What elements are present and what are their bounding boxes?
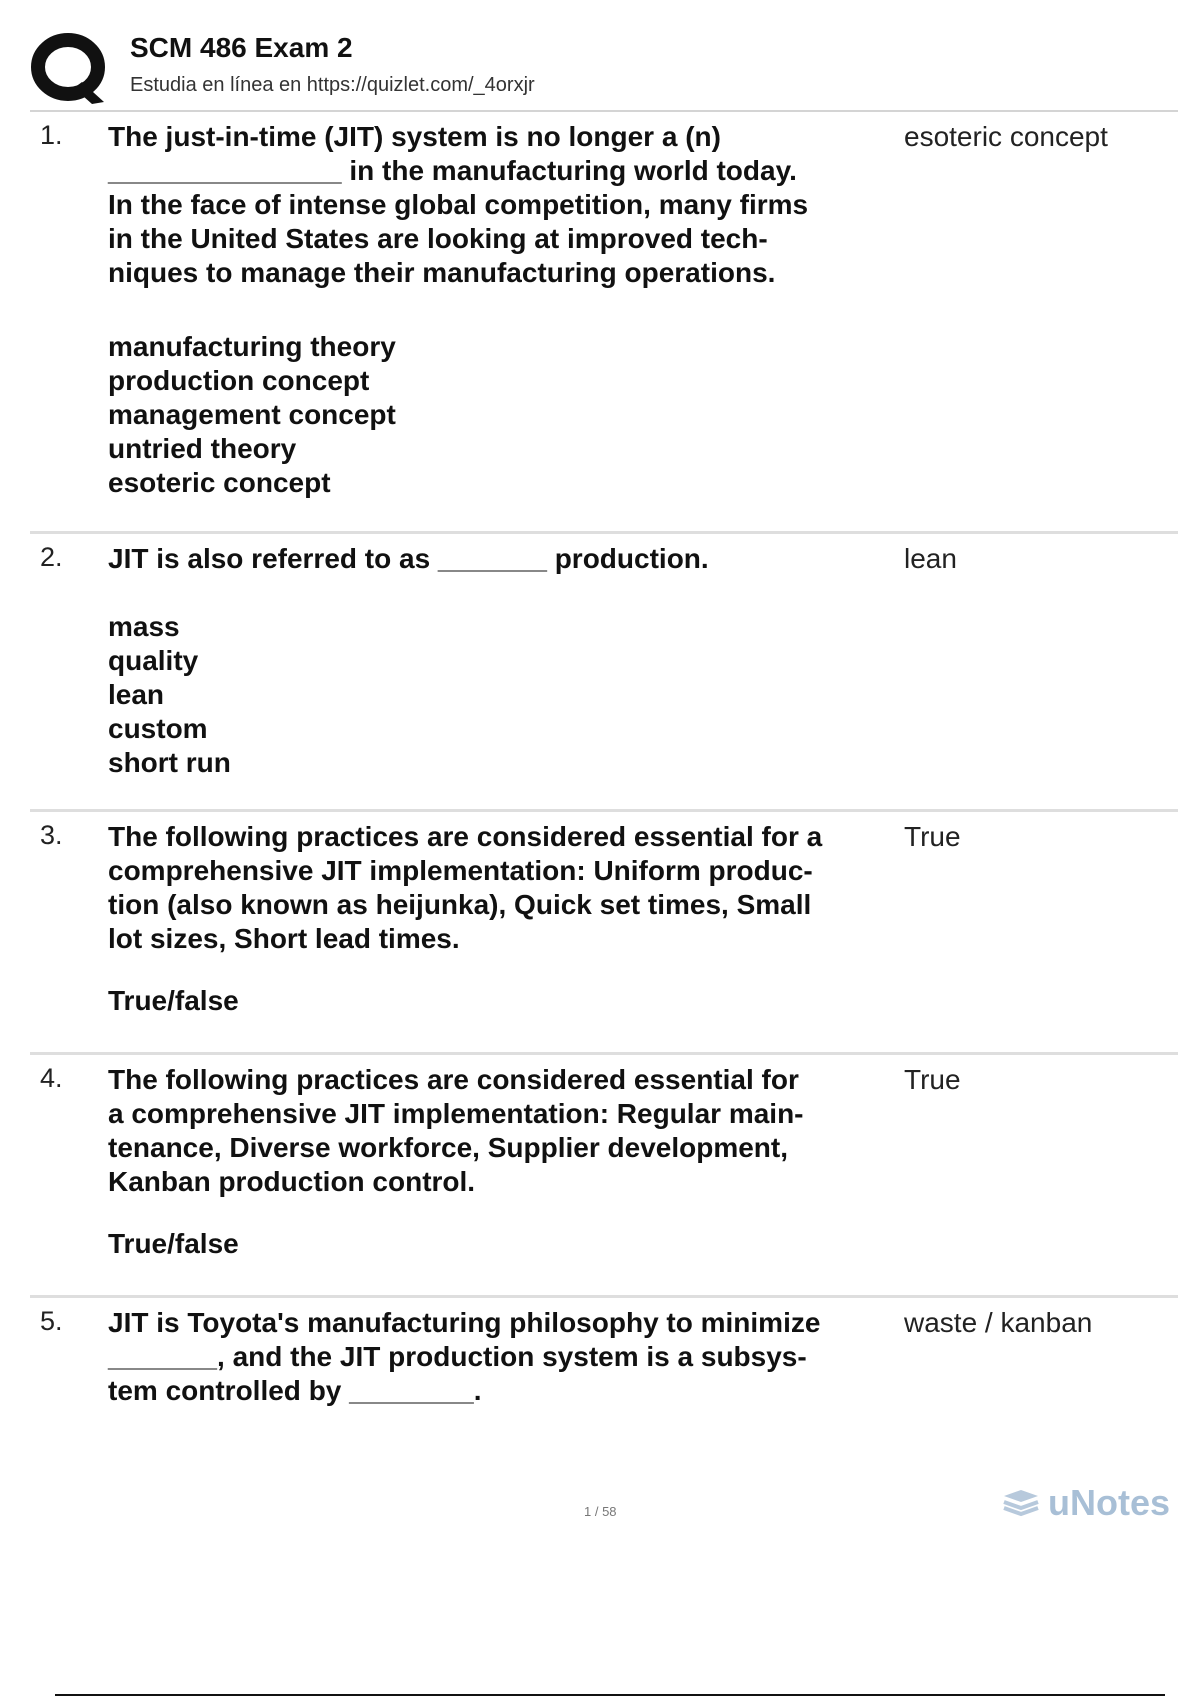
question-item xyxy=(30,1055,1178,1298)
option-item: manufacturing theory xyxy=(108,331,396,362)
question-item xyxy=(30,534,1178,812)
question-number: 4. xyxy=(40,1063,63,1093)
option-item: lean xyxy=(108,679,165,710)
page-bottom-rule xyxy=(55,1694,1165,1696)
document-header xyxy=(30,28,1180,108)
question-item xyxy=(30,112,1178,534)
question-item xyxy=(30,812,1178,1055)
option-list xyxy=(108,330,396,500)
question-number: 5. xyxy=(40,1306,63,1336)
option-item: esoteric concept xyxy=(108,467,331,498)
question-text: JIT is Toyota's manufacturing philosophy to minimize _______, and the JIT production system is a subsys- tem controlled by ________. xyxy=(108,1307,821,1406)
option-item: custom xyxy=(108,713,208,744)
answer-text: True xyxy=(904,821,961,852)
answer-text: True xyxy=(904,1064,961,1095)
answer-text: waste / kanban xyxy=(904,1307,1093,1338)
option-item: mass xyxy=(108,611,180,642)
document-title: SCM 486 Exam 2 xyxy=(130,32,353,63)
option-item: True/false xyxy=(108,1228,239,1259)
option-list xyxy=(108,610,231,780)
question-number: 1. xyxy=(40,120,63,150)
option-item: quality xyxy=(108,645,199,676)
option-item: True/false xyxy=(108,985,239,1016)
option-item: production concept xyxy=(108,365,370,396)
option-item: management concept xyxy=(108,399,396,430)
question-text: The following practices are considered essential for a comprehensive JIT implementation: Uniform produc- tion (also known as heijunka), Quick set times, Small lot sizes, Short lead times. xyxy=(108,821,823,954)
option-item: untried theory xyxy=(108,433,297,464)
question-list xyxy=(30,112,1178,1428)
answer-text: lean xyxy=(904,543,957,574)
option-item: short run xyxy=(108,747,231,778)
book-stack-icon xyxy=(1000,1486,1042,1520)
question-number: 2. xyxy=(40,542,63,572)
question-text: The following practices are considered essential for a comprehensive JIT implementation: Regular main- tenance, Diverse workforce, Supplier development, Kanban production control. xyxy=(108,1064,804,1197)
brand-watermark xyxy=(1000,1480,1170,1526)
option-list xyxy=(108,1227,239,1261)
question-text: The just-in-time (JIT) system is no longer a (n) _______________ in the manufacturing world today. In the face of intense global competition, many firms in the United States are looking at improved tech- niques to manage their manufacturing operations. xyxy=(108,121,809,288)
quizlet-q-logo-icon xyxy=(30,30,112,106)
option-list xyxy=(108,984,239,1018)
question-number: 3. xyxy=(40,820,63,850)
answer-text: esoteric concept xyxy=(904,121,1108,152)
page-number: 1 / 58 xyxy=(584,1504,617,1519)
document-subtitle: Estudia en línea en https://quizlet.com/_4orxjr xyxy=(130,74,535,96)
question-text: JIT is also referred to as _______ production. xyxy=(108,543,709,574)
brand-name: uNotes xyxy=(1048,1482,1171,1523)
question-item xyxy=(30,1298,1178,1428)
